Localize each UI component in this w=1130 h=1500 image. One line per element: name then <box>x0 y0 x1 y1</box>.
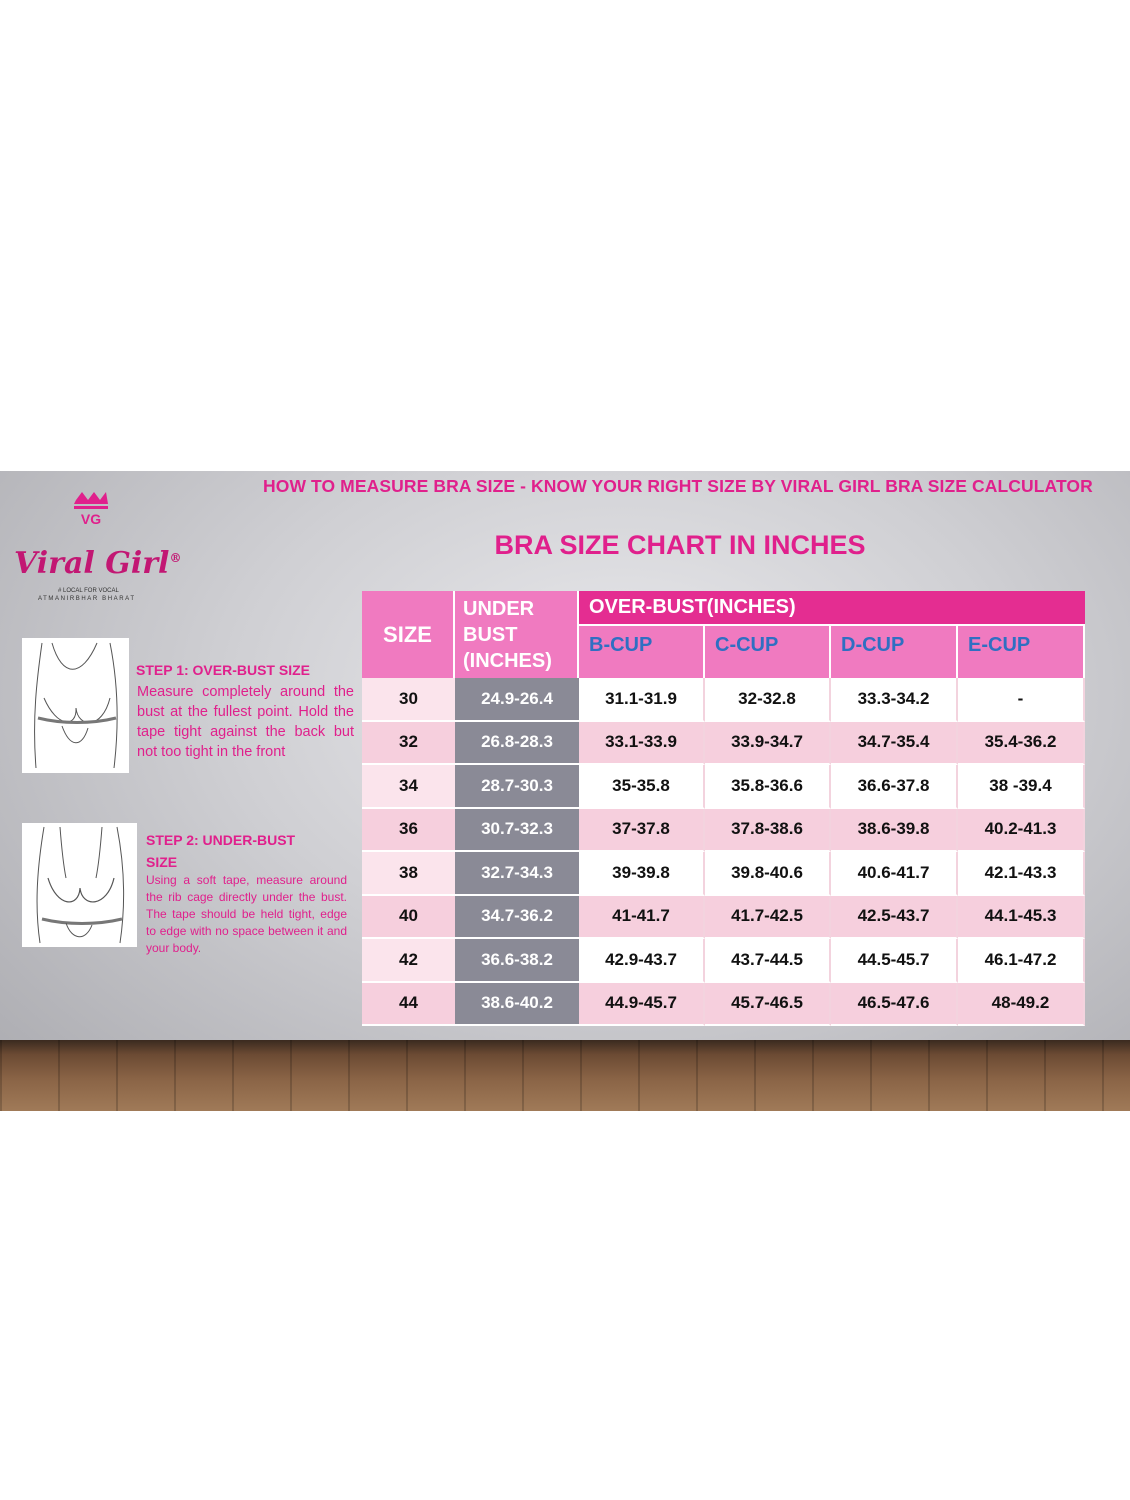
cell-e: 46.1-47.2 <box>958 939 1085 983</box>
cell-d: 38.6-39.8 <box>831 809 958 853</box>
chart-title: BRA SIZE CHART IN INCHES <box>494 530 866 560</box>
cell-d: 34.7-35.4 <box>831 722 958 766</box>
cell-b: 33.1-33.9 <box>579 722 705 766</box>
cell-size: 36 <box>362 809 455 853</box>
cell-under: 38.6-40.2 <box>455 983 579 1027</box>
cell-b: 31.1-31.9 <box>579 678 705 722</box>
cell-under: 24.9-26.4 <box>455 678 579 722</box>
header-under-bust: UNDER BUST (INCHES) <box>455 591 579 678</box>
cell-size: 42 <box>362 939 455 983</box>
header-size: SIZE <box>362 591 455 678</box>
header-e-cup: E-CUP <box>958 624 1085 678</box>
cell-c: 33.9-34.7 <box>705 722 831 766</box>
cell-under: 30.7-32.3 <box>455 809 579 853</box>
headline: HOW TO MEASURE BRA SIZE - KNOW YOUR RIGHT SIZE BY VIRAL GIRL BRA SIZE CALCULATOR <box>263 476 1093 496</box>
header-d-cup: D-CUP <box>831 624 958 678</box>
over-bust-illustration <box>22 638 129 773</box>
logo-tagline-2: ATMANIRBHAR BHARAT <box>38 596 136 602</box>
registered-mark: ® <box>169 551 182 565</box>
cell-b: 41-41.7 <box>579 896 705 940</box>
cell-d: 40.6-41.7 <box>831 852 958 896</box>
cell-d: 42.5-43.7 <box>831 896 958 940</box>
cell-under: 34.7-36.2 <box>455 896 579 940</box>
cell-size: 44 <box>362 983 455 1027</box>
cell-d: 36.6-37.8 <box>831 765 958 809</box>
wooden-floor <box>0 1040 1130 1111</box>
logo-tagline: # LOCAL FOR VOCAL <box>58 588 119 594</box>
header-c-cup: C-CUP <box>705 624 831 678</box>
step-2-text: Using a soft tape, measure around the rib cage directly under the bust. The tape should be held tight, edge to edge with no space between it and your body. <box>146 873 347 955</box>
cell-e: 44.1-45.3 <box>958 896 1085 940</box>
cell-b: 44.9-45.7 <box>579 983 705 1027</box>
header-b-cup: B-CUP <box>579 624 705 678</box>
cell-d: 46.5-47.6 <box>831 983 958 1027</box>
under-bust-illustration <box>22 823 137 947</box>
step-1-title: STEP 1: OVER-BUST SIZE <box>136 662 310 678</box>
size-chart-table <box>362 591 1085 1026</box>
cell-size: 32 <box>362 722 455 766</box>
cell-c: 39.8-40.6 <box>705 852 831 896</box>
cell-under: 28.7-30.3 <box>455 765 579 809</box>
logo-monogram: VG <box>80 511 102 527</box>
cell-c: 43.7-44.5 <box>705 939 831 983</box>
cell-b: 35-35.8 <box>579 765 705 809</box>
cell-b: 37-37.8 <box>579 809 705 853</box>
cell-e: - <box>958 678 1085 722</box>
cell-c: 35.8-36.6 <box>705 765 831 809</box>
cell-size: 40 <box>362 896 455 940</box>
cell-e: 42.1-43.3 <box>958 852 1085 896</box>
cell-c: 45.7-46.5 <box>705 983 831 1027</box>
cell-e: 48-49.2 <box>958 983 1085 1027</box>
cell-e: 40.2-41.3 <box>958 809 1085 853</box>
cell-e: 38 -39.4 <box>958 765 1085 809</box>
cell-under: 32.7-34.3 <box>455 852 579 896</box>
cell-b: 39-39.8 <box>579 852 705 896</box>
cell-size: 30 <box>362 678 455 722</box>
step-1-text: Measure completely around the bust at the fullest point. Hold the tape tight against the back but not too tight in the front <box>137 684 354 760</box>
logo-brand <box>14 546 181 581</box>
cell-c: 32-32.8 <box>705 678 831 722</box>
step-2-title: STEP 2: UNDER-BUST SIZE <box>146 832 296 870</box>
cell-size: 34 <box>362 765 455 809</box>
logo-brand-name: Viral Girl <box>14 546 170 581</box>
cell-e: 35.4-36.2 <box>958 722 1085 766</box>
cell-c: 41.7-42.5 <box>705 896 831 940</box>
cell-under: 36.6-38.2 <box>455 939 579 983</box>
cell-d: 44.5-45.7 <box>831 939 958 983</box>
cell-d: 33.3-34.2 <box>831 678 958 722</box>
header-over-bust: OVER-BUST(INCHES) <box>579 591 1085 624</box>
cell-c: 37.8-38.6 <box>705 809 831 853</box>
cell-b: 42.9-43.7 <box>579 939 705 983</box>
cell-under: 26.8-28.3 <box>455 722 579 766</box>
cell-size: 38 <box>362 852 455 896</box>
